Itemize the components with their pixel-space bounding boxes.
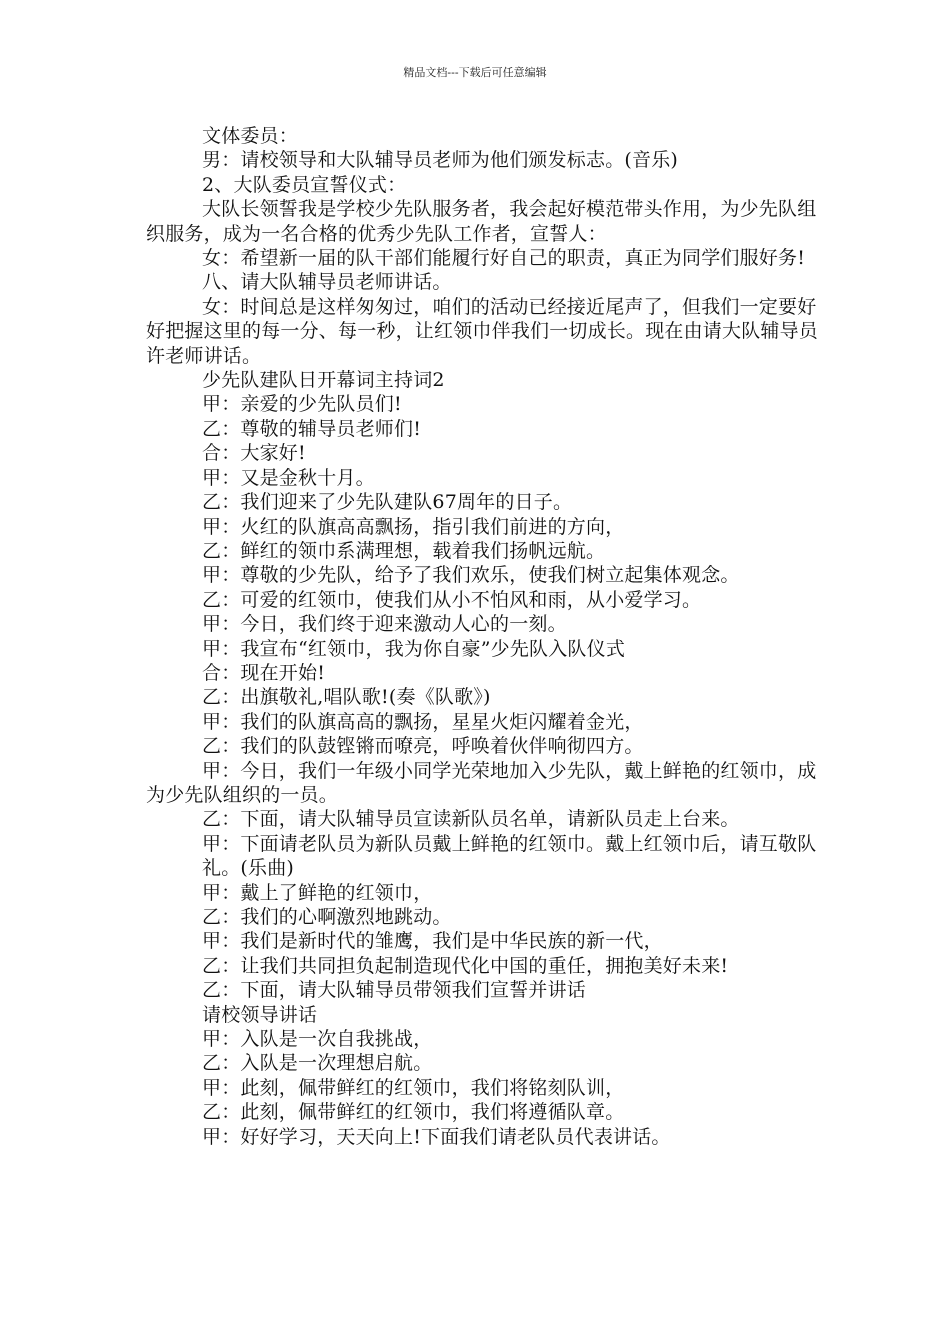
paragraph: 甲：今日，我们一年级小同学光荣地加入少先队，戴上鲜艳的红领巾，成为少先队组织的一员。 — [146, 759, 817, 806]
paragraph: 大队长领誓我是学校少先队服务者，我会起好模范带头作用，为少先队组织服务，成为一名合格的优秀少先队工作者，宣誓人： — [146, 198, 817, 245]
paragraph: 乙：下面，请大队辅导员宣读新队员名单，请新队员走上台来。 — [202, 808, 740, 831]
paragraph: 合：现在开始! — [202, 661, 326, 684]
paragraph: 乙：鲜红的领巾系满理想，载着我们扬帆远航。 — [202, 539, 606, 562]
paragraph: 女：时间总是这样匆匆过，咱们的活动已经接近尾声了，但我们一定要好好把握这里的每一分、每一秒，让红领巾伴我们一切成长。现在由请大队辅导员许老师讲话。 — [146, 295, 819, 367]
paragraph: 甲：我们的队旗高高的飘扬，星星火炬闪耀着金光， — [202, 710, 644, 733]
paragraph: 请校领导讲话 — [202, 1003, 318, 1026]
page-header: 精品文档---下载后可任意编辑 — [403, 66, 547, 79]
paragraph: 乙：下面，请大队辅导员带领我们宣誓并讲话 — [202, 979, 587, 1002]
paragraph: 乙：入队是一次理想启航。 — [202, 1052, 433, 1075]
paragraph: 甲：火红的队旗高高飘扬，指引我们前进的方向， — [202, 515, 625, 538]
paragraph: 甲：我宣布“红领巾，我为你自豪”少先队入队仪式 — [202, 637, 626, 660]
paragraph: 女：希望新一届的队干部们能履行好自己的职责，真正为同学们服好务! — [202, 247, 806, 270]
paragraph: 乙：我们的队鼓铿锵而嘹亮，呼唤着伙伴响彻四方。 — [202, 735, 644, 758]
paragraph: 文体委员： — [202, 125, 299, 147]
paragraph: 甲：此刻，佩带鲜红的红领巾，我们将铭刻队训， — [202, 1076, 625, 1099]
paragraph: 礼。(乐曲) — [202, 857, 295, 880]
paragraph: 乙：可爱的红领巾，使我们从小不怕风和雨，从小爱学习。 — [202, 588, 702, 611]
paragraph: 乙：尊敬的辅导员老师们! — [202, 417, 422, 440]
paragraph: 甲：好好学习，天天向上!下面我们请老队员代表讲话。 — [202, 1125, 671, 1148]
paragraph: 甲：我们是新时代的雏鹰，我们是中华民族的新一代， — [202, 930, 663, 953]
section-title: 少先队建队日开幕词主持词2 — [202, 369, 445, 392]
paragraph: 男：请校领导和大队辅导员老师为他们颁发标志。(音乐) — [202, 149, 679, 172]
paragraph: 乙：出旗敬礼,唱队歌!(奏《队歌》) — [202, 686, 491, 709]
paragraph: 2、大队委员宣誓仪式： — [202, 173, 407, 196]
document-body — [146, 124, 820, 1149]
paragraph: 乙：我们迎来了少先队建队67周年的日子。 — [202, 491, 573, 514]
paragraph: 甲：入队是一次自我挑战， — [202, 1028, 433, 1051]
paragraph: 乙：我们的心啊激烈地跳动。 — [202, 906, 452, 928]
paragraph: 甲：下面请老队员为新队员戴上鲜艳的红领巾。戴上红领巾后，请互敬队 — [202, 832, 817, 855]
paragraph: 甲：又是金秋十月。 — [202, 466, 375, 489]
paragraph: 合：大家好! — [202, 442, 306, 465]
paragraph: 甲：戴上了鲜艳的红领巾， — [202, 881, 433, 904]
paragraph: 甲：亲爱的少先队员们! — [202, 393, 402, 416]
paragraph: 甲：尊敬的少先队，给予了我们欢乐，使我们树立起集体观念。 — [202, 564, 740, 587]
paragraph: 甲：今日，我们终于迎来激动人心的一刻。 — [202, 613, 567, 636]
paragraph: 八、请大队辅导员老师讲话。 — [202, 271, 452, 294]
paragraph: 乙：让我们共同担负起制造现代化中国的重任，拥抱美好未来! — [202, 954, 729, 977]
paragraph: 乙：此刻，佩带鲜红的红领巾，我们将遵循队章。 — [202, 1101, 625, 1124]
